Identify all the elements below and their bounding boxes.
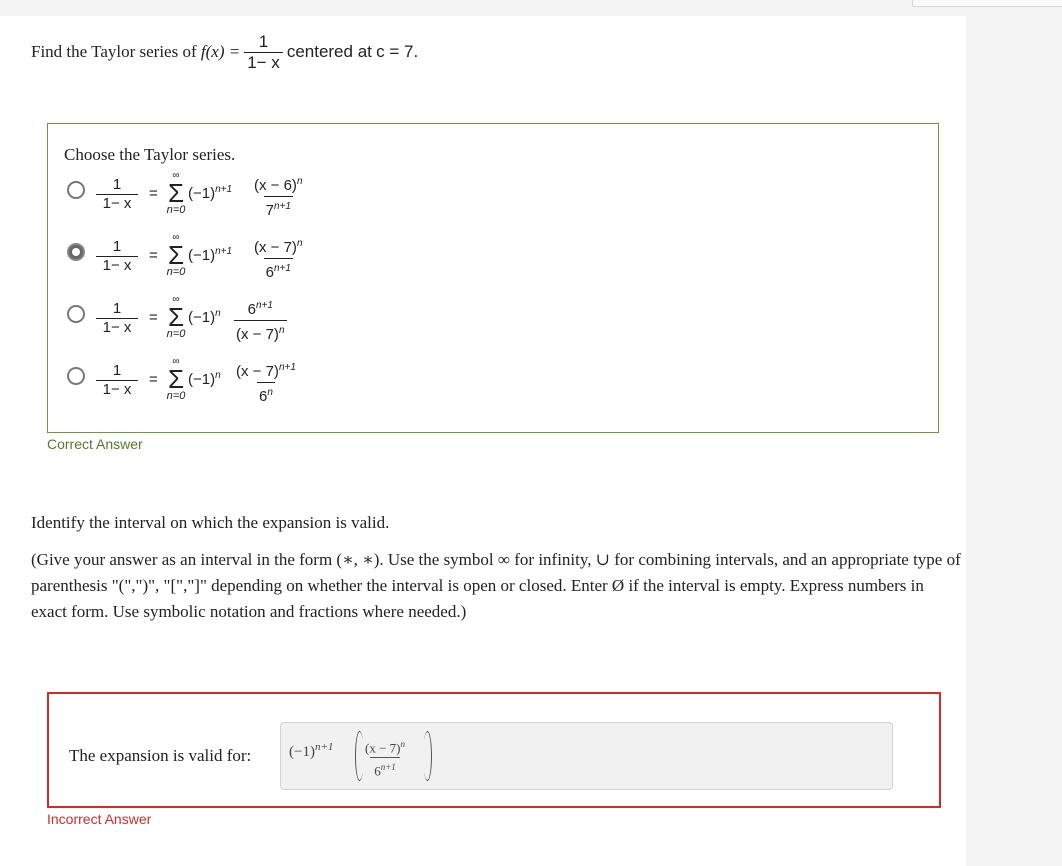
sum-lower-limit: n=0 (166, 266, 186, 278)
choices-prompt: Choose the Taylor series. (64, 145, 236, 164)
sum-symbol: Σ (167, 240, 185, 270)
denominator-exponent: n+1 (273, 201, 291, 212)
lhs-denominator: 1− x (96, 380, 138, 399)
sum-symbol: Σ (167, 302, 185, 332)
question-1-text (31, 32, 418, 72)
term-numerator: (x − 7) (254, 239, 297, 256)
sum-lower-limit: n=0 (166, 328, 186, 340)
term-numerator: 6 (247, 301, 256, 318)
sign-base: (−1) (188, 185, 216, 202)
equals-sign: = (149, 185, 158, 202)
answer-denominator-exponent: n+1 (380, 762, 396, 773)
denominator-exponent: n+1 (273, 263, 291, 274)
question-prefix: Find the Taylor series of (31, 42, 197, 62)
answer-numerator-exponent: n (400, 739, 405, 749)
function-fraction (244, 32, 283, 72)
interval-answer-box (47, 692, 941, 808)
function-denominator: 1− x (244, 52, 283, 73)
sum-symbol: Σ (167, 178, 185, 208)
lhs-denominator: 1− x (96, 318, 138, 337)
answer-denominator: 6 (374, 763, 381, 779)
question-2-instructions: (Give your answer as an interval in the form (∗, ∗). Use the symbol ∞ for infinity, ∪ for combining intervals, and an appropriate type of parenthesis "(",")", "[","]" depending on whether the interval is open or closed. Enter Ø if the interval is empty. Express numbers in exact form. Use symbolic notation and fractions where needed.) (31, 550, 961, 621)
sigma-icon (164, 170, 188, 216)
sign-exponent: n+1 (215, 184, 233, 195)
term-denominator: 6 (265, 264, 274, 281)
lhs-denominator: 1− x (96, 256, 138, 275)
numerator-exponent: n+1 (278, 362, 296, 373)
sign-base: (−1) (188, 247, 216, 264)
correct-answer-feedback: Correct Answer (47, 436, 143, 452)
term-numerator: (x − 6) (254, 177, 297, 194)
lhs-denominator: 1− x (96, 194, 138, 213)
lhs-numerator: 1 (112, 238, 122, 255)
term-fraction (234, 358, 298, 407)
answer-sign-exponent: n+1 (314, 741, 334, 753)
term-denominator: (x − 7) (236, 326, 279, 343)
choice-option-2[interactable] (48, 232, 648, 298)
term-fraction (234, 296, 287, 345)
sigma-icon (164, 232, 188, 278)
incorrect-answer-feedback: Incorrect Answer (47, 811, 152, 827)
question-suffix: centered at (286, 42, 372, 62)
taylor-series-choices (47, 123, 939, 433)
sign-exponent: n (215, 308, 221, 319)
sign-factor (188, 370, 221, 388)
radio-button-icon[interactable] (67, 367, 85, 385)
sign-base: (−1) (188, 309, 216, 326)
sign-factor (188, 308, 221, 326)
sum-upper-limit: ∞ (172, 232, 180, 243)
denominator-exponent: n (267, 387, 273, 398)
denominator-exponent: n (278, 325, 285, 336)
sign-factor (188, 184, 232, 202)
center-value: c = 7. (376, 42, 419, 62)
sum-lower-limit: n=0 (166, 390, 186, 402)
sum-symbol: Σ (167, 364, 185, 394)
answer-sign-base: (−1) (289, 744, 315, 760)
radio-button-icon[interactable] (67, 305, 85, 323)
term-fraction (252, 172, 305, 221)
answer-label: The expansion is valid for: (69, 746, 252, 765)
lhs-numerator: 1 (112, 176, 122, 193)
sign-exponent: n+1 (215, 246, 233, 257)
choice-option-4[interactable] (48, 356, 648, 422)
lhs-numerator: 1 (112, 300, 122, 317)
equals-sign: = (149, 371, 158, 388)
lhs-numerator: 1 (112, 362, 122, 379)
choice-option-1[interactable] (48, 170, 648, 236)
sum-upper-limit: ∞ (172, 170, 180, 181)
answer-numerator: (x − 7) (365, 740, 401, 756)
numerator-exponent: n+1 (255, 300, 273, 311)
numerator-exponent: n (296, 238, 303, 249)
radio-button-selected-icon[interactable] (67, 243, 85, 261)
function-lhs: f(x) = (200, 42, 241, 62)
sigma-icon (164, 294, 188, 340)
sum-lower-limit: n=0 (166, 204, 186, 216)
sum-upper-limit: ∞ (172, 294, 180, 305)
right-paren-icon (423, 731, 432, 781)
interval-answer-input[interactable] (280, 722, 893, 790)
answer-sign-factor (289, 741, 333, 761)
term-fraction (252, 234, 305, 283)
equals-sign: = (149, 247, 158, 264)
equals-sign: = (149, 309, 158, 326)
answer-fraction (363, 735, 407, 781)
top-bar-fragment (912, 0, 1062, 7)
sign-exponent: n (215, 370, 221, 381)
term-numerator: (x − 7) (236, 363, 279, 380)
sign-base: (−1) (188, 371, 216, 388)
numerator-exponent: n (296, 176, 303, 187)
term-denominator: 7 (265, 202, 274, 219)
sum-upper-limit: ∞ (172, 356, 180, 367)
term-denominator: 6 (259, 388, 268, 405)
question-card (0, 16, 966, 866)
sigma-icon (164, 356, 188, 402)
sign-factor (188, 246, 232, 264)
radio-button-icon[interactable] (67, 181, 85, 199)
function-numerator: 1 (258, 32, 269, 51)
question-2-title: Identify the interval on which the expansion is valid. (31, 513, 390, 532)
choice-option-3[interactable] (48, 294, 648, 360)
